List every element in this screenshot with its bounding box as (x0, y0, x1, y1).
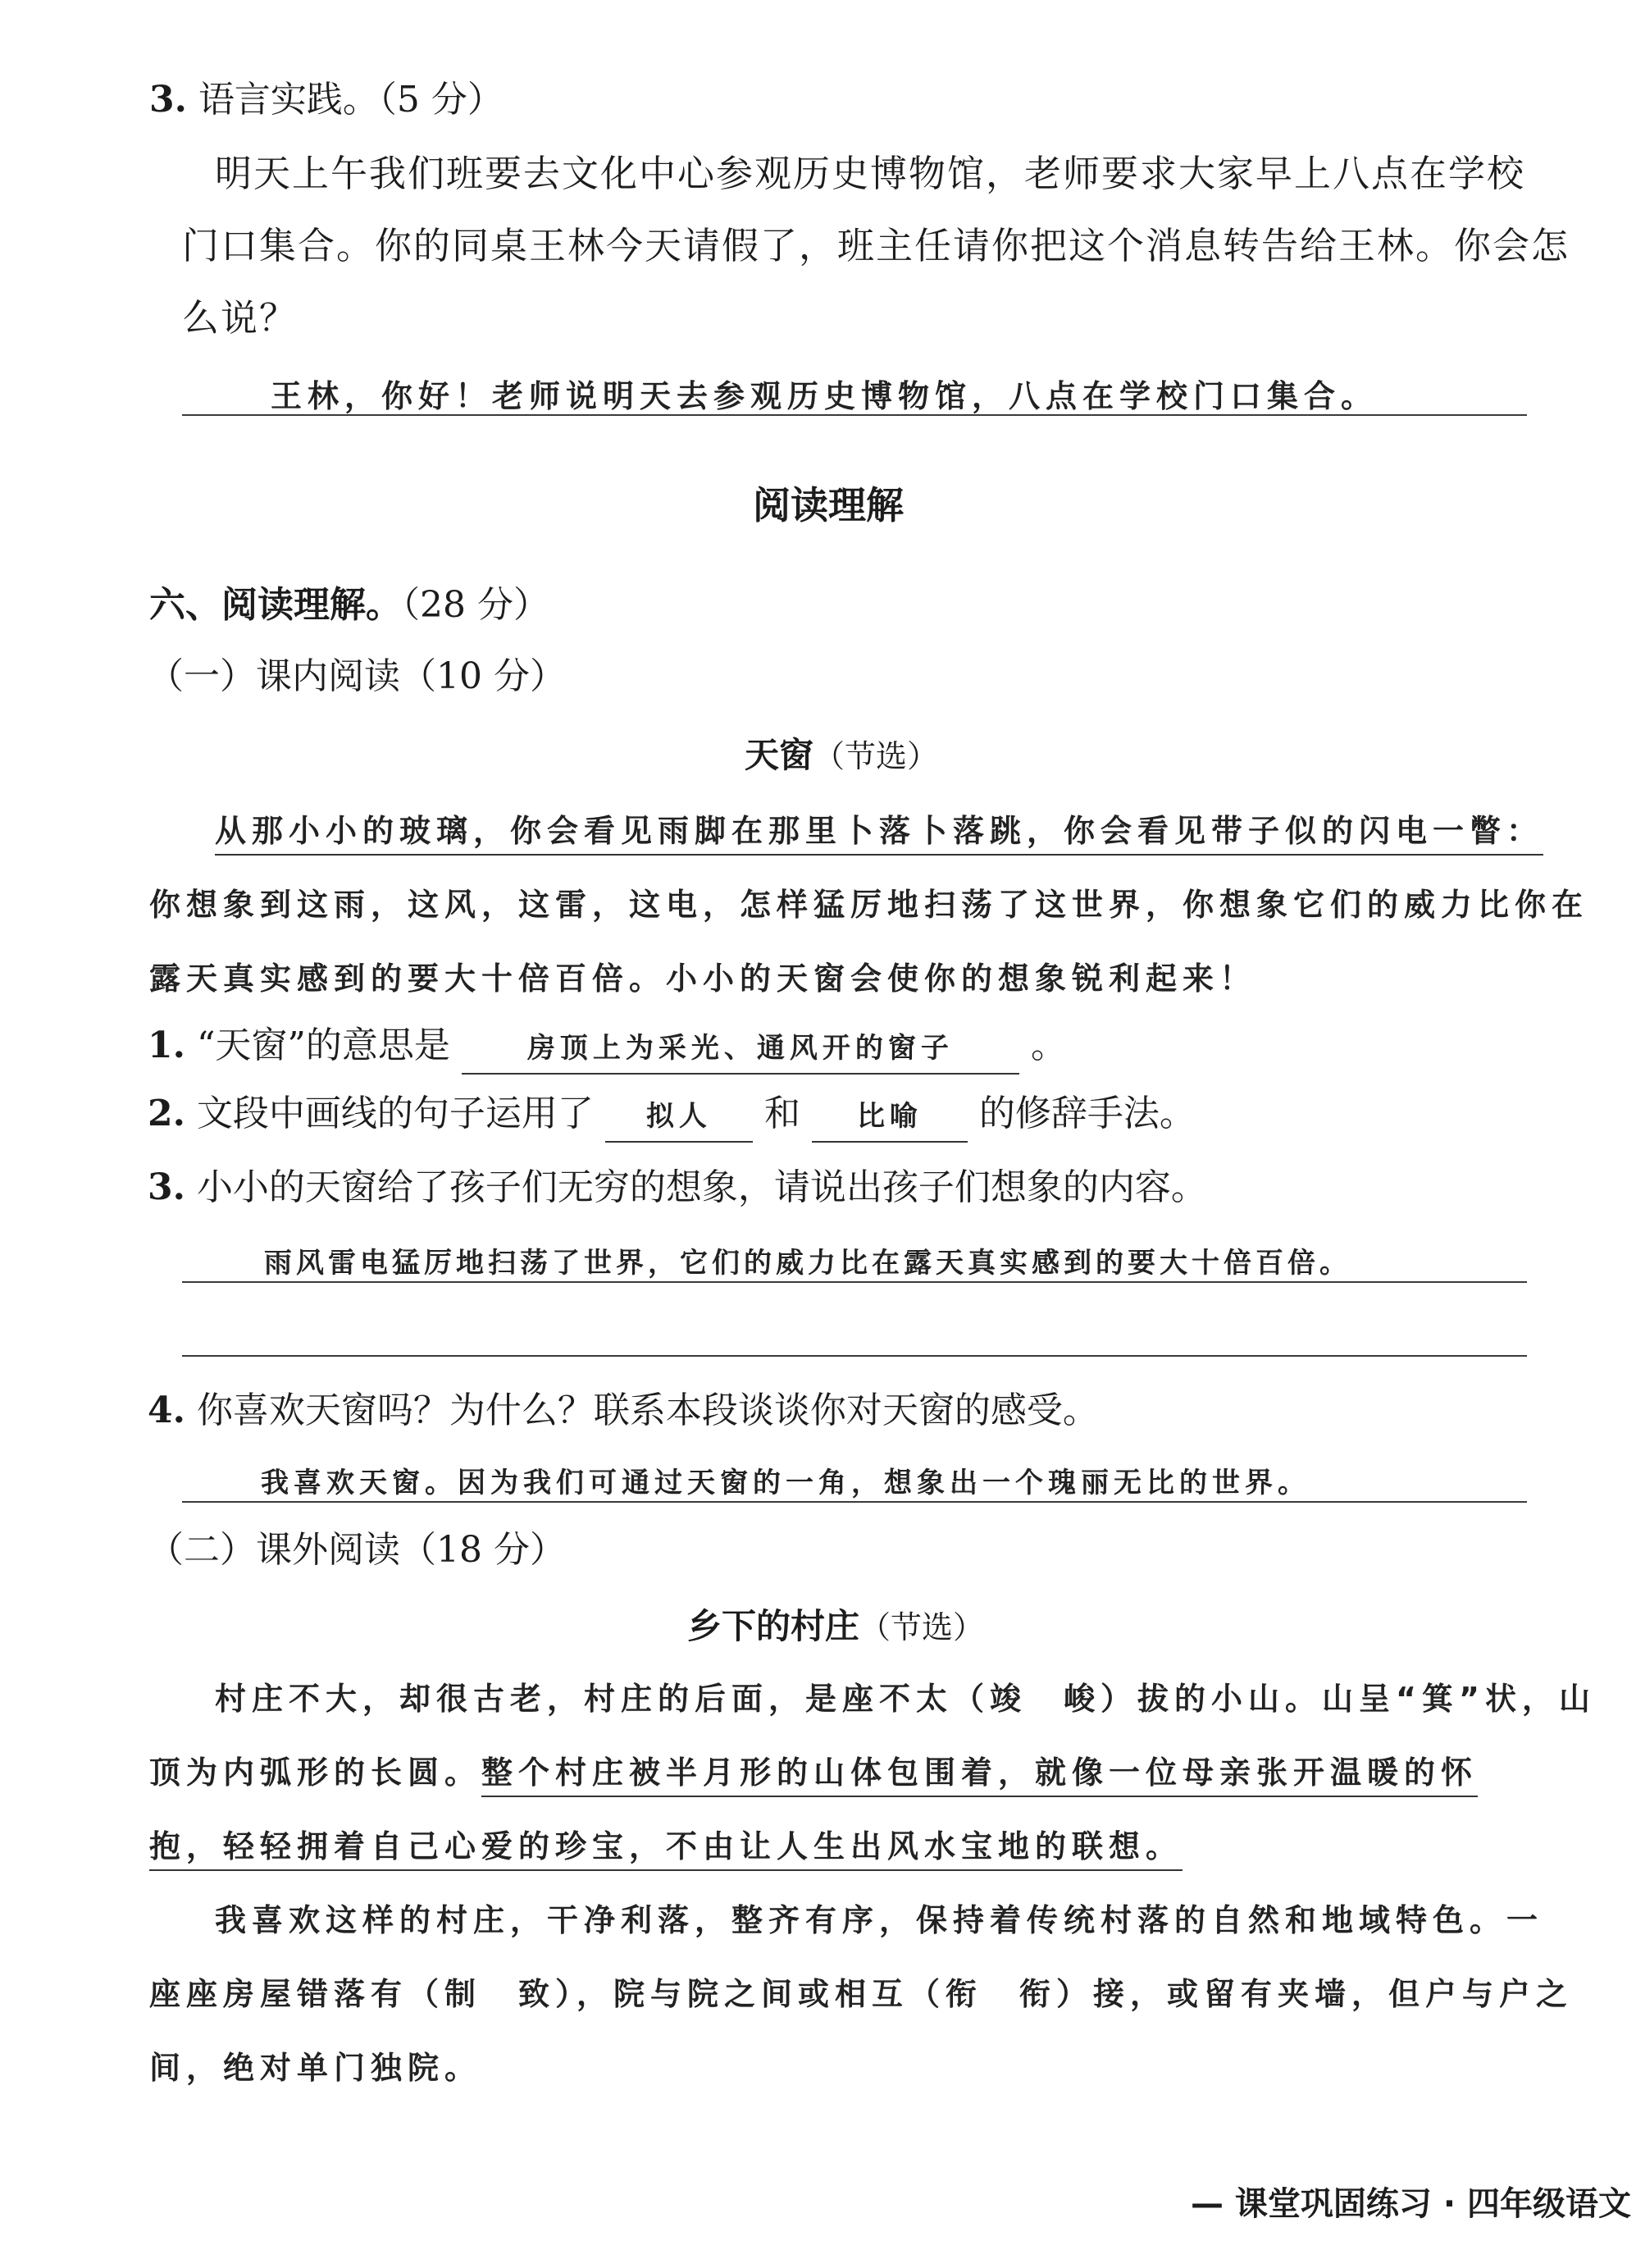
q3-answer: 王林，你好！老师说明天去参观历史博物馆，八点在学校门口集合。 (271, 378, 1379, 414)
part1-q3-number: 3. (148, 1166, 185, 1208)
part1-q2 (148, 1089, 1196, 1143)
q3-para-line-3: 么说？ (182, 296, 298, 340)
part1-q2-text: 文段中画线的句子运用了 (196, 1093, 594, 1134)
part1-passage-line-2: 你想象到这雨，这风，这雷，这电，怎样猛厉地扫荡了这世界，你想象它们的威力比你在 (149, 887, 1589, 923)
part2-p1-line-2 (149, 1747, 1478, 1792)
part1-passage-title-row (745, 728, 938, 778)
part6-score: （28 分） (402, 584, 549, 626)
part1-q2-number: 2. (148, 1093, 185, 1134)
part1-passage-note: （节选） (813, 738, 939, 774)
part1-q2-answer-1: 拟人 (605, 1092, 753, 1143)
part2-underlined-sentence-b: 抱，轻轻拥着自己心爱的珍宝，不由让人生出风水宝地的联想。 (149, 1828, 1183, 1871)
part1-q1-text: “天窗”的意思是 (196, 1024, 450, 1066)
part6-title: 六、阅读理解。 (149, 584, 402, 626)
part1-q4-answer: 我喜欢天窗。因为我们可通过天窗的一角，想象出一个瑰丽无比的世界。 (261, 1467, 1310, 1499)
part1-heading: （一）课内阅读（10 分） (148, 655, 566, 697)
part1-q3-text: 小小的天窗给了孩子们无穷的想象，请说出孩子们想象的内容。 (196, 1166, 1207, 1208)
part1-passage-line-3: 露天真实感到的要大十倍百倍。小小的天窗会使你的想象锐利起来！ (149, 961, 1257, 997)
part6-heading (149, 581, 549, 630)
part2-underlined-sentence-a: 整个村庄被半月形的山体包围着，就像一位母亲张开温暖的怀 (481, 1755, 1478, 1797)
part2-heading: （二）课外阅读（18 分） (148, 1529, 566, 1571)
part2-p2-line-1: 我喜欢这样的村庄，干净利落，整齐有序，保持着传统村落的自然和地域特色。一 (215, 1902, 1544, 1938)
q3-number: 3. (149, 79, 187, 121)
part2-p2-line-2: 座座房屋错落有（制 致），院与院之间或相互（衔 衔）接，或留有夹墙，但户与户之 (149, 1976, 1574, 2012)
part1-q2-answer-2: 比喻 (812, 1092, 968, 1143)
part2-p2-line-3: 间，绝对单门独院。 (149, 2050, 482, 2086)
part1-q3-answer-line-2 (182, 1355, 1527, 1357)
q3-answer-line (182, 414, 1527, 416)
part1-q4-text: 你喜欢天窗吗？为什么？联系本段谈谈你对天窗的感受。 (196, 1390, 1099, 1431)
part2-passage-note: （节选） (859, 1609, 985, 1645)
part2-passage-title: 乡下的村庄 (687, 1606, 860, 1646)
part1-q1 (148, 1021, 1067, 1075)
part1-q3 (148, 1163, 1207, 1212)
part1-q1-answer: 房顶上为采光、通风开的窗子 (462, 1024, 1019, 1075)
part1-q2-mid: 和 (763, 1093, 800, 1134)
part1-q3-answer: 雨风雷电猛厉地扫荡了世界，它们的威力比在露天真实感到的要大十倍百倍。 (264, 1247, 1351, 1280)
q3-title: 语言实践。（5 分） (198, 79, 504, 121)
part1-q4 (148, 1386, 1099, 1435)
part2-passage-title-row (687, 1599, 984, 1649)
part2-p1-line-3 (149, 1821, 1183, 1866)
part1-q1-number: 1. (148, 1024, 185, 1066)
part1-q4-number: 4. (148, 1390, 185, 1431)
part2-p1-line-1: 村庄不大，却很古老，村庄的后面，是座不太（竣 峻）拔的小山。山呈“箕”状，山 (215, 1681, 1596, 1717)
part1-q4-answer-line (182, 1501, 1527, 1503)
part1-q3-answer-line-1 (182, 1281, 1527, 1283)
part1-underlined-sentence: 从那小小的玻璃，你会看见雨脚在那里卜落卜落跳，你会看见带子似的闪电一瞥： (215, 813, 1543, 856)
part1-q2-end: 的修辞手法。 (978, 1093, 1196, 1134)
part1-passage-title: 天窗 (745, 735, 814, 775)
section-heading: 阅读理解 (753, 483, 904, 527)
q3-para-line-1: 明天上午我们班要去文化中心参观历史博物馆，老师要求大家早上八点在学校 (215, 152, 1526, 195)
part1-q1-end: 。 (1030, 1024, 1067, 1066)
part1-passage-line-1 (215, 805, 1543, 851)
q3-para-line-2: 门口集合。你的同桌王林今天请假了，班主任请你把这个消息转告给王林。你会怎 (182, 224, 1570, 267)
page-footer: — 课堂巩固练习 · 四年级语文 (1191, 2185, 1631, 2223)
part2-p1-line-2-plain: 顶为内弧形的长圆。 (149, 1755, 482, 1791)
q3-heading (149, 75, 504, 125)
